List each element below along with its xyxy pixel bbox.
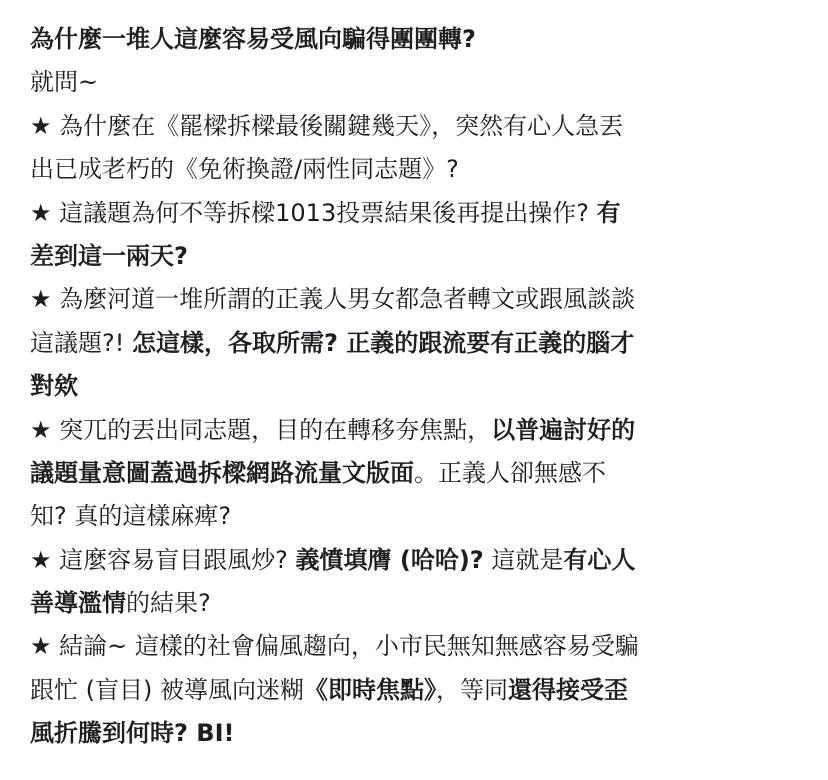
post-line — [30, 18, 810, 61]
bold-text-run: 有 — [596, 198, 621, 227]
post-line — [30, 495, 810, 538]
text-run: ★ 這議題為何不等拆樑1013投票結果後再提出操作? — [30, 198, 597, 227]
text-run: 。正義人卻無感不 — [414, 458, 606, 487]
post-line — [30, 582, 810, 625]
post-line — [30, 625, 810, 668]
post-line — [30, 192, 810, 235]
text-run: 知? 真的這樣麻痺? — [30, 502, 232, 531]
bold-text-run: 風折騰到何時? BI! — [30, 719, 235, 748]
text-run: ★ 這麼容易盲目跟風炒? — [30, 545, 296, 574]
post-line — [30, 148, 810, 191]
bold-text-run: 有心人 — [563, 545, 636, 574]
text-run: 這就是 — [483, 545, 564, 574]
bold-text-run: 對欸 — [30, 372, 78, 401]
post-line — [30, 322, 810, 365]
text-run: ★ 突兀的丟出同志題，目的在轉移夯焦點， — [30, 415, 492, 444]
text-run: 跟忙 (盲目) 被導風向迷糊 — [30, 675, 304, 704]
post-line — [30, 235, 810, 278]
text-run: ★ 結論~ 這樣的社會偏風趨向，小市民無知無感容易受騙 — [30, 632, 639, 661]
post-line — [30, 61, 810, 104]
text-run: 的結果? — [126, 589, 211, 618]
post-line — [30, 539, 810, 582]
bold-text-run: 差到這一兩天? — [30, 241, 188, 270]
bold-text-run: 為什麼一堆人這麼容易受風向騙得團團轉? — [30, 25, 476, 53]
post-line — [30, 712, 810, 755]
post-body — [30, 18, 810, 756]
bold-text-run: 以普遍討好的 — [491, 415, 636, 444]
text-run: 出已成老朽的《免術換證/兩性同志題》? — [30, 155, 459, 184]
bold-text-run: 還得接受歪 — [507, 675, 628, 704]
text-run: ★ 為麼河道一堆所謂的正義人男女都急者轉文或跟風談談 — [30, 285, 636, 314]
post-line — [30, 278, 810, 321]
bold-text-run: 怎這樣，各取所需? 正義的跟流要有正義的腦才 — [132, 328, 635, 357]
bold-text-run: 義憤填膺 (哈哈)? — [295, 545, 484, 574]
text-run: 就問~ — [30, 68, 99, 97]
post-line — [30, 669, 810, 712]
post-line — [30, 105, 810, 148]
text-run: 這議題?! — [30, 328, 132, 357]
bold-text-run: 《即時焦點》 — [303, 675, 436, 704]
post-line — [30, 452, 810, 495]
bold-text-run: 議題量意圖蓋過拆樑網路流量文版面 — [30, 458, 414, 487]
bold-text-run: 善導濫情 — [30, 589, 126, 618]
post-line — [30, 409, 810, 452]
post-line — [30, 365, 810, 408]
text-run: ，等同 — [435, 675, 508, 704]
text-run: ★ 為什麼在《罷樑拆樑最後關鍵幾天》，突然有心人急丟 — [30, 111, 624, 140]
